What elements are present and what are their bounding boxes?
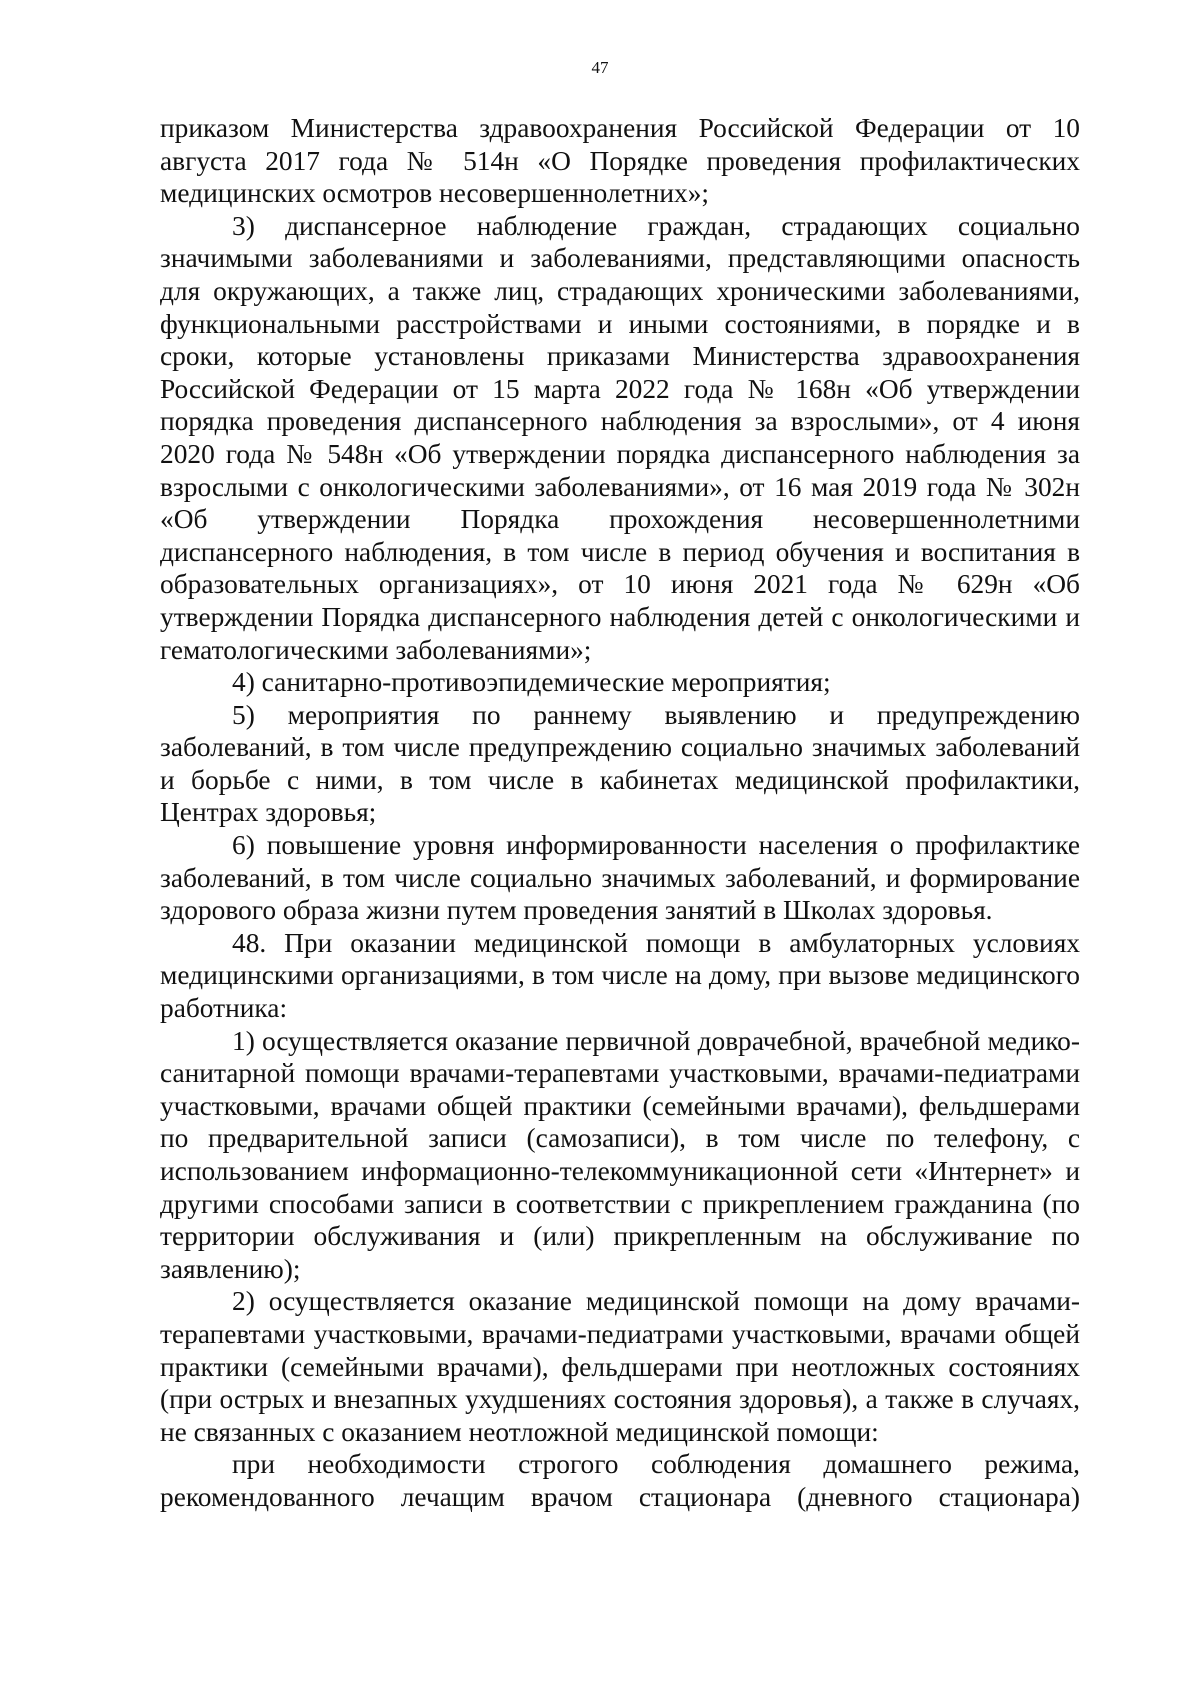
paragraph-item-2-home-care: 2) осуществляется оказание медицинской помощи на дому врачами-терапевтами участковыми, врачами-педиатрами участковыми, врачами общей практики (семейными врачами), фельдшерами при неотложных состояниях (при острых и внезапных ухудшениях состояния здоровья), а также в случаях, не связанных с оказанием неотложной медицинской помощи: — [160, 1286, 1080, 1447]
paragraph-home-regime: при необходимости строгого соблюдения домашнего режима, рекомендованного лечащим врачом стационара (дневного стационара) — [160, 1449, 1080, 1512]
paragraph-order-continuation: приказом Министерства здравоохранения Российской Федерации от 10 августа 2017 года № 514н «О Порядке проведения профилактических медицинских осмотров несовершеннолетних»; — [160, 113, 1080, 209]
paragraph-item-1-appointments: 1) осуществляется оказание первичной доврачебной, врачебной медико-санитарной помощи врачами-терапевтами участковыми, врачами-педиатрами участковыми, врачами общей практики (семейными врачами), фельдшерами по предварительной записи (самозаписи), в том числе по телефону, с использованием информационно-телекоммуникационной сети «Интернет» и другими способами записи в соответствии с прикреплением гражданина (по территории обслуживания и (или) прикрепленным на обслуживание по заявлению); — [160, 1025, 1080, 1284]
document-body — [160, 112, 1080, 1514]
page-number: 47 — [591, 58, 609, 77]
paragraph-item-3-dispensary-observation: 3) диспансерное наблюдение граждан, страдающих социально значимыми заболеваниями и заболеваниями, представляющими опасность для окружающих, а также лиц, страдающих хроническими заболеваниями, функциональными расстройствами и иными состояниями, в порядке и в сроки, которые установлены приказами Министерства здравоохранения Российской Федерации от 15 марта 2022 года № 168н «Об утверждении порядка проведения диспансерного наблюдения за взрослыми», от 4 июня 2020 года № 548н «Об утверждении порядка диспансерного наблюдения за взрослыми с онкологическими заболеваниями», от 16 мая 2019 года № 302н «Об утверждении Порядка прохождения несовершеннолетними диспансерного наблюдения, в том числе в период обучения и воспитания в образовательных организациях», от 10 июня 2021 года № 629н «Об утверждении Порядка диспансерного наблюдения детей с онкологическими и гематологическими заболеваниями»; — [160, 210, 1080, 665]
paragraph-item-6-health-awareness: 6) повышение уровня информированности населения о профилактике заболеваний, в том числе социально значимых заболеваний, и формирование здорового образа жизни путем проведения занятий в Школах здоровья. — [160, 830, 1080, 926]
paragraph-section-48: 48. При оказании медицинской помощи в амбулаторных условиях медицинскими организациями, в том числе на дому, при вызове медицинского работника: — [160, 927, 1080, 1024]
paragraph-item-4-sanitary-measures: 4) санитарно-противоэпидемические мероприятия; — [232, 667, 831, 698]
paragraph-item-5-early-detection: 5) мероприятия по раннему выявлению и предупреждению заболеваний, в том числе предупреждению социально значимых заболеваний и борьбе с ними, в том числе в кабинетах медицинской профилактики, Центрах здоровья; — [160, 699, 1080, 828]
